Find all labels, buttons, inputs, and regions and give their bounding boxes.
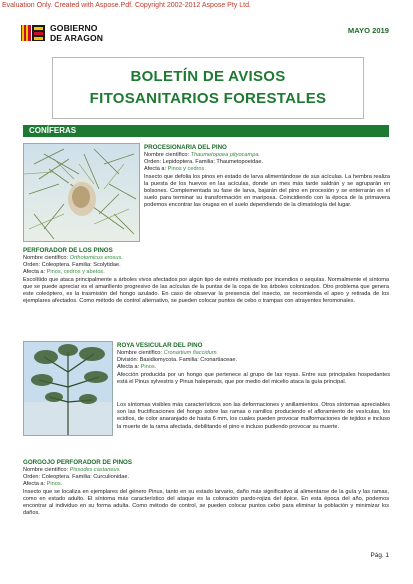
scientific-name: Nombre científico: Orthotomicus erosus. xyxy=(23,255,123,261)
taxonomy: Orden: Coleoptera. Familia: Scolytidae. xyxy=(23,262,121,269)
section-header xyxy=(23,125,389,136)
entry-procesionaria xyxy=(144,144,390,210)
entry-roya xyxy=(117,342,390,386)
procesionaria-photo xyxy=(23,143,140,242)
section-title: CONÍFERAS xyxy=(29,126,77,135)
title-box xyxy=(52,57,364,119)
title-line-1: BOLETÍN DE AVISOS xyxy=(130,68,286,85)
affects: Afecta a: Pinos, cedros y abetos. xyxy=(23,269,105,276)
taxonomy: Orden: Lepidoptera. Familia: Thaumetopoeidae. xyxy=(144,159,263,166)
entry-roya-continued xyxy=(117,402,390,431)
section-divider xyxy=(23,136,389,137)
taxonomy: Orden: Coleoptera. Familia: Curculionidae. xyxy=(23,474,130,481)
roya-photo xyxy=(23,341,113,436)
title-line-2: FITOSANITARIOS FORESTALES xyxy=(89,90,327,107)
entry-gorgojo xyxy=(23,459,389,517)
entry-perforador xyxy=(23,247,389,305)
entry-description-p1: Afección producida por un hongo que pertenece al grupo de las royas. Entre sus principales hospedantes está el Pinus sylvestris y Pinus halepensis, que por medio del micelio ataca la guía principal. xyxy=(117,371,390,385)
entry-description: Escolítido que ataca principalmente a árboles vivos afectados por algún tipo de estrés motivado por incendios o sequías. Normalmente el síntoma que se puede apreciar es el amarillento progresivo de las acículas de la puntas de la copa de los árboles colonizados. Otro problema que genera este coleóptero, es la trasmisión del hongo azulado. En caso de observar la presencia del insecto, se recomienda el apeo y retirada de los ejemplares afectados. Como método de control alternativo, se pueden colocar puntos de cebo o trampas con atrayentes feromonales. xyxy=(23,276,389,305)
entry-heading: PERFORADOR DE LOS PINOS xyxy=(23,247,113,254)
affects: Afecta a: Pinos. xyxy=(23,481,63,488)
page-number: Pág. 1 xyxy=(370,552,389,559)
entry-description: Insecto que se localiza en ejemplares del género Pinus, tanto en su estado larvario, daño más significativo al alimentarse de la guía y las ramas, como en estado adulto. El síntoma más característico del ataque es la coloración pardo-rojiza del ápice. En esta época del año, podemos encontrar al individuo en su forma adulta. Como método de control, se pueden colocar puntos cebo para eliminar la población y minimizar los daños. xyxy=(23,488,389,517)
entry-heading: ROYA VESICULAR DEL PINO xyxy=(117,342,203,349)
entry-description: Insecto que defolia los pinos en estado de larva alimentándose de sus acículas. La hembra realiza la puesta de los huevos en las acículas, donde un mes más tarde saldrán y se agruparán en bolsones. Complementada su fase de larva, bajarán del pino en procesión y se enterrarán en el suelo para terminar su transformación en mariposa. Coincidiendo con la época de la primavera podemos encontrar las orugas en el suelo dependiendo de la climatología del lugar. xyxy=(144,173,390,209)
affects: Afecta a: Pinos. xyxy=(117,364,157,371)
scientific-name: Nombre científico: Thaumetopoea pityocampa. xyxy=(144,152,260,158)
entry-heading: PROCESIONARIA DEL PINO xyxy=(144,144,227,151)
taxonomy: División: Basidiomycota. Familia: Cronartiaceae. xyxy=(117,357,238,364)
coat-of-arms-icon xyxy=(20,24,46,42)
bulletin-date: MAYO 2019 xyxy=(347,26,389,35)
evaluation-watermark: Evaluation Only. Created with Aspose.Pdf. Copyright 2002-2012 Aspose Pty Ltd. xyxy=(2,2,251,9)
entry-heading: GORGOJO PERFORADOR DE PINOS xyxy=(23,459,132,466)
gobierno-aragon-logo xyxy=(20,21,140,47)
scientific-name: Nombre científico: Cronartium flaccidum. xyxy=(117,350,219,356)
affects: Afecta a: Pinos y cedros. xyxy=(144,166,206,173)
entry-description-p2: Los síntomas visibles más característicos son las deformaciones y anillamientos. Otros síntomas apreciables son las fructificaciones del hongo sobre las ramas o ramillos produciendo el afloramiento de vesículas, los ecidios, de color anaranjado de hasta 6 mm, los cuales pueden provocar malformaciones de tejidos e incluso la muerte de la rama afectada, debilitando el pino e incluso pudiendo provocar su muerte. xyxy=(117,402,390,430)
logo-text: GOBIERNO DE ARAGON xyxy=(50,23,104,43)
scientific-name: Nombre científico: Pissodes castaneus. xyxy=(23,467,121,473)
